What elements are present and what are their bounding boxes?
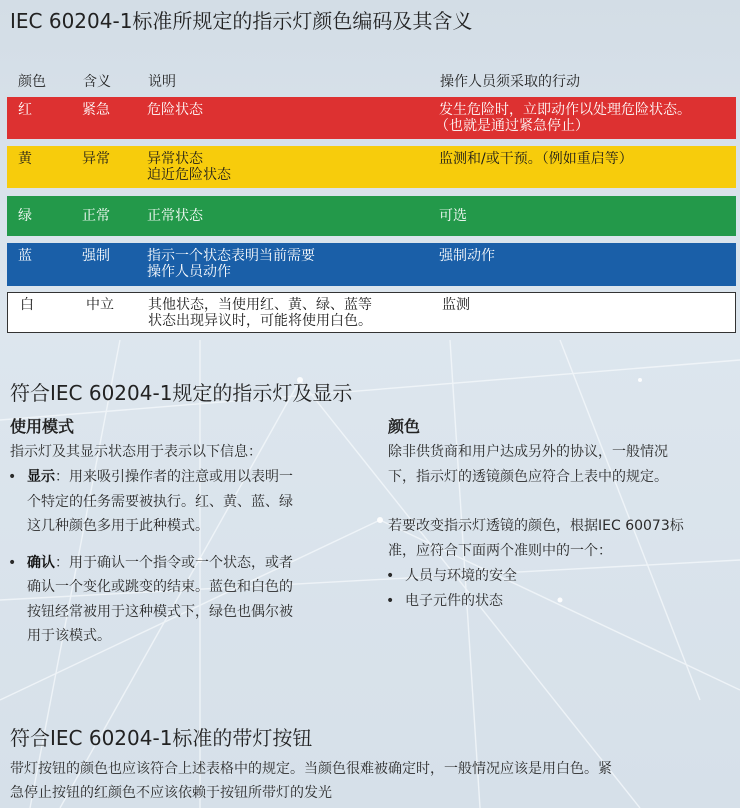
row-action-line: 监测和/或干预。（例如重启等） — [439, 151, 633, 167]
section-title-illuminated-buttons: 符合IEC 60204-1标准的带灯按钮 — [10, 726, 313, 750]
criteria-text: 人员与环境的安全 — [405, 568, 517, 584]
row-description-line: 危险状态 — [147, 102, 203, 118]
row-meaning: 正常 — [82, 208, 110, 224]
row-color-label: 白 — [20, 297, 34, 313]
row-color-label: 红 — [18, 102, 32, 118]
row-action-line: （也就是通过紧急停止） — [435, 118, 589, 134]
usage-mode-heading: 使用模式 — [10, 417, 75, 436]
row-action-line: 强制动作 — [439, 248, 495, 264]
row-description-line: 状态出现异议时，可能将使用白色。 — [148, 313, 372, 329]
row-action — [439, 248, 734, 264]
header-meaning: 含义 — [83, 74, 111, 90]
row-description — [148, 297, 433, 329]
bullet-icon: • — [386, 592, 395, 609]
header-description: 说明 — [148, 74, 176, 90]
table-row-white — [7, 292, 736, 333]
paragraph-line: 若要改变指示灯透镜的颜色，根据IEC 60073标 — [388, 518, 684, 534]
term-display: 显示 — [27, 469, 55, 485]
row-meaning: 异常 — [82, 151, 110, 167]
paragraph-line: 带灯按钮的颜色也应该符合上述表格中的规定。当颜色很难被确定时，一般情况应该是用白色。紧 — [10, 761, 612, 777]
page-title: IEC 60204-1标准所规定的指示灯颜色编码及其含义 — [10, 9, 473, 33]
row-meaning: 中立 — [86, 297, 114, 313]
row-description-line: 指示一个状态表明当前需要 — [147, 248, 315, 264]
row-description-line: 异常状态 — [147, 151, 203, 167]
bullet-text-line: 用于该模式。 — [27, 628, 111, 644]
table-row-green — [7, 196, 736, 236]
section-title-indicator-display: 符合IEC 60204-1规定的指示灯及显示 — [10, 381, 353, 405]
row-description-line: 其他状态，当使用红、黄、绿、蓝等 — [148, 297, 372, 313]
row-description-line: 正常状态 — [147, 208, 203, 224]
bullet-text-line: 这几种颜色多用于此种模式。 — [27, 518, 209, 534]
row-action — [442, 297, 737, 313]
paragraph-line: 除非供货商和用户达成另外的协议，一般情况 — [388, 444, 668, 460]
row-description-line: 迫近危险状态 — [147, 167, 231, 183]
usage-mode-intro: 指示灯及其显示状态用于表示以下信息： — [10, 444, 262, 460]
row-description — [147, 208, 432, 224]
header-color: 颜色 — [18, 74, 46, 90]
paragraph-line: 急停止按钮的红颜色不应该依赖于按钮所带灯的发光 — [10, 785, 332, 801]
row-action-line: 可选 — [439, 208, 467, 224]
row-meaning: 强制 — [82, 248, 110, 264]
row-description-line: 操作人员动作 — [147, 264, 231, 280]
color-paragraph-1 — [388, 440, 738, 489]
table-row-red — [7, 97, 736, 139]
row-description — [147, 151, 432, 183]
row-color-label: 绿 — [18, 208, 32, 224]
row-meaning: 紧急 — [82, 102, 110, 118]
row-color-label: 蓝 — [18, 248, 32, 264]
row-description — [147, 102, 432, 118]
paragraph-line: 下，指示灯的透镜颜色应符合上表中的规定。 — [388, 468, 668, 485]
row-color-label: 黄 — [18, 151, 32, 167]
header-action: 操作人员须采取的行动 — [440, 74, 580, 90]
criteria-text: 电子元件的状态 — [405, 592, 503, 609]
color-criteria-list — [386, 564, 736, 613]
paragraph-line: 准，应符合下面两个准则中的一个： — [388, 542, 612, 559]
illuminated-buttons-body — [10, 757, 738, 805]
term-confirm: 确认 — [27, 554, 55, 571]
bullet-icon: • — [8, 469, 17, 485]
bullet-text-line: 按钮经常被用于这种模式下，绿色也偶尔被 — [27, 603, 293, 620]
list-item — [8, 551, 363, 649]
bullet-text-line: 确认一个变化或跳变的结束。蓝色和白色的 — [27, 579, 293, 595]
list-item — [386, 589, 736, 614]
row-action — [439, 151, 734, 167]
usage-mode-list — [8, 465, 363, 649]
row-action — [439, 208, 734, 224]
table-header — [8, 71, 736, 91]
row-description — [147, 248, 432, 280]
bullet-text-line: 个特定的任务需要被执行。红、黄、蓝、绿 — [27, 493, 293, 510]
table-row-blue — [7, 243, 736, 286]
bullet-text-line: ：用来吸引操作者的注意或用以表明一 — [55, 469, 293, 485]
bullet-text-line: ：用于确认一个指令或一个状态，或者 — [55, 554, 293, 571]
table-row-yellow — [7, 146, 736, 188]
bullet-icon: • — [8, 554, 17, 571]
bullet-icon: • — [386, 568, 395, 584]
list-item — [8, 465, 363, 539]
row-action — [435, 102, 734, 134]
row-action-line: 监测 — [442, 297, 470, 313]
list-item — [386, 564, 736, 589]
row-action-line: 发生危险时，立即动作以处理危险状态。 — [439, 102, 691, 118]
color-heading: 颜色 — [388, 417, 421, 436]
color-paragraph-2 — [388, 514, 738, 563]
